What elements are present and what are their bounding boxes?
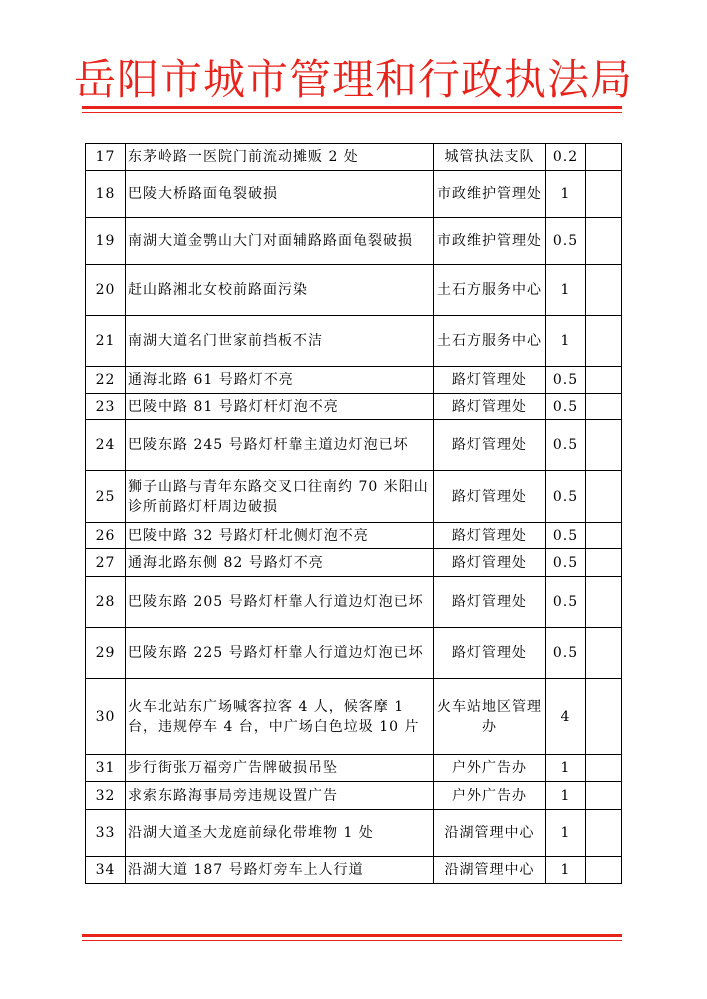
remark-cell — [586, 218, 622, 265]
table-row — [86, 782, 622, 810]
deduction-score: 1 — [546, 265, 586, 316]
responsible-department: 土石方服务中心 — [434, 316, 546, 367]
remark-cell — [586, 628, 622, 679]
row-number: 26 — [86, 523, 126, 549]
deduction-score: 1 — [546, 316, 586, 367]
row-number: 28 — [86, 577, 126, 628]
responsible-department: 路灯管理处 — [434, 628, 546, 679]
issue-description: 巴陵中路 81 号路灯杆灯泡不亮 — [126, 394, 434, 420]
deduction-score: 0.2 — [546, 144, 586, 171]
issue-description: 南湖大道名门世家前挡板不洁 — [126, 316, 434, 367]
deduction-score: 0.5 — [546, 549, 586, 577]
deduction-score: 0.5 — [546, 471, 586, 523]
table-row — [86, 549, 622, 577]
row-number: 23 — [86, 394, 126, 420]
deduction-score: 0.5 — [546, 367, 586, 394]
table-row — [86, 810, 622, 857]
responsible-department: 路灯管理处 — [434, 367, 546, 394]
responsible-department: 路灯管理处 — [434, 471, 546, 523]
responsible-department: 户外广告办 — [434, 782, 546, 810]
issue-description: 通海北路东侧 82 号路灯不亮 — [126, 549, 434, 577]
row-number: 22 — [86, 367, 126, 394]
responsible-department: 路灯管理处 — [434, 577, 546, 628]
row-number: 32 — [86, 782, 126, 810]
issue-description: 巴陵东路 225 号路灯杆靠人行道边灯泡已坏 — [126, 628, 434, 679]
row-number: 33 — [86, 810, 126, 857]
table-row — [86, 144, 622, 171]
responsible-department: 城管执法支队 — [434, 144, 546, 171]
table-row — [86, 577, 622, 628]
deduction-score: 0.5 — [546, 577, 586, 628]
remark-cell — [586, 316, 622, 367]
issue-description: 火车北站东广场喊客拉客 4 人，候客摩 1 台，违规停车 4 台，中广场白色垃圾 10 片 — [126, 679, 434, 755]
responsible-department: 市政维护管理处 — [434, 171, 546, 218]
issue-description: 赶山路湘北女校前路面污染 — [126, 265, 434, 316]
header-rule-thick — [82, 106, 622, 109]
remark-cell — [586, 577, 622, 628]
issue-description: 巴陵东路 245 号路灯杆靠主道边灯泡已坏 — [126, 420, 434, 471]
table-row — [86, 394, 622, 420]
deduction-score: 1 — [546, 782, 586, 810]
remark-cell — [586, 144, 622, 171]
row-number: 29 — [86, 628, 126, 679]
issue-description: 巴陵中路 32 号路灯杆北侧灯泡不亮 — [126, 523, 434, 549]
remark-cell — [586, 810, 622, 857]
table-row — [86, 471, 622, 523]
row-number: 17 — [86, 144, 126, 171]
deduction-score: 0.5 — [546, 420, 586, 471]
row-number: 24 — [86, 420, 126, 471]
remark-cell — [586, 857, 622, 884]
row-number: 18 — [86, 171, 126, 218]
deduction-score: 0.5 — [546, 523, 586, 549]
remark-cell — [586, 265, 622, 316]
remark-cell — [586, 782, 622, 810]
remark-cell — [586, 367, 622, 394]
remark-cell — [586, 549, 622, 577]
issue-description: 狮子山路与青年东路交叉口往南约 70 米阳山诊所前路灯杆周边破损 — [126, 471, 434, 523]
inspection-table — [85, 143, 622, 884]
deduction-score: 0.5 — [546, 394, 586, 420]
remark-cell — [586, 171, 622, 218]
issue-description: 巴陵大桥路面龟裂破损 — [126, 171, 434, 218]
table-row — [86, 316, 622, 367]
deduction-score: 1 — [546, 171, 586, 218]
row-number: 34 — [86, 857, 126, 884]
row-number: 27 — [86, 549, 126, 577]
agency-title: 岳阳市城市管理和行政执法局 — [73, 55, 633, 104]
issue-description: 求索东路海事局旁违规设置广告 — [126, 782, 434, 810]
remark-cell — [586, 523, 622, 549]
responsible-department: 路灯管理处 — [434, 549, 546, 577]
responsible-department: 路灯管理处 — [434, 420, 546, 471]
table-row — [86, 171, 622, 218]
row-number: 30 — [86, 679, 126, 755]
row-number: 31 — [86, 755, 126, 782]
issue-description: 通海北路 61 号路灯不亮 — [126, 367, 434, 394]
issue-description: 步行街张万福旁广告牌破损吊坠 — [126, 755, 434, 782]
issue-description: 沿湖大道圣大龙庭前绿化带堆物 1 处 — [126, 810, 434, 857]
responsible-department: 火车站地区管理办 — [434, 679, 546, 755]
row-number: 19 — [86, 218, 126, 265]
deduction-score: 1 — [546, 755, 586, 782]
remark-cell — [586, 471, 622, 523]
responsible-department: 市政维护管理处 — [434, 218, 546, 265]
footer-rule-thin — [82, 940, 622, 941]
responsible-department: 土石方服务中心 — [434, 265, 546, 316]
table-row — [86, 367, 622, 394]
issue-description: 巴陵东路 205 号路灯杆靠人行道边灯泡已坏 — [126, 577, 434, 628]
issue-description: 沿湖大道 187 号路灯旁车上人行道 — [126, 857, 434, 884]
responsible-department: 路灯管理处 — [434, 394, 546, 420]
remark-cell — [586, 755, 622, 782]
footer-rule-thick — [82, 934, 622, 937]
row-number: 25 — [86, 471, 126, 523]
table-row — [86, 679, 622, 755]
responsible-department: 沿湖管理中心 — [434, 857, 546, 884]
table-row — [86, 523, 622, 549]
table-row — [86, 420, 622, 471]
row-number: 20 — [86, 265, 126, 316]
deduction-score: 4 — [546, 679, 586, 755]
row-number: 21 — [86, 316, 126, 367]
table-row — [86, 265, 622, 316]
responsible-department: 沿湖管理中心 — [434, 810, 546, 857]
responsible-department: 户外广告办 — [434, 755, 546, 782]
issue-description: 南湖大道金鹗山大门对面辅路路面龟裂破损 — [126, 218, 434, 265]
remark-cell — [586, 420, 622, 471]
issue-description: 东茅岭路一医院门前流动摊贩 2 处 — [126, 144, 434, 171]
responsible-department: 路灯管理处 — [434, 523, 546, 549]
deduction-score: 0.5 — [546, 218, 586, 265]
deduction-score: 1 — [546, 810, 586, 857]
deduction-score: 1 — [546, 857, 586, 884]
table-row — [86, 628, 622, 679]
header-rule-thin — [82, 112, 622, 113]
remark-cell — [586, 394, 622, 420]
table-row — [86, 218, 622, 265]
deduction-score: 0.5 — [546, 628, 586, 679]
table-row — [86, 857, 622, 884]
remark-cell — [586, 679, 622, 755]
inspection-table-body — [86, 144, 622, 884]
table-row — [86, 755, 622, 782]
